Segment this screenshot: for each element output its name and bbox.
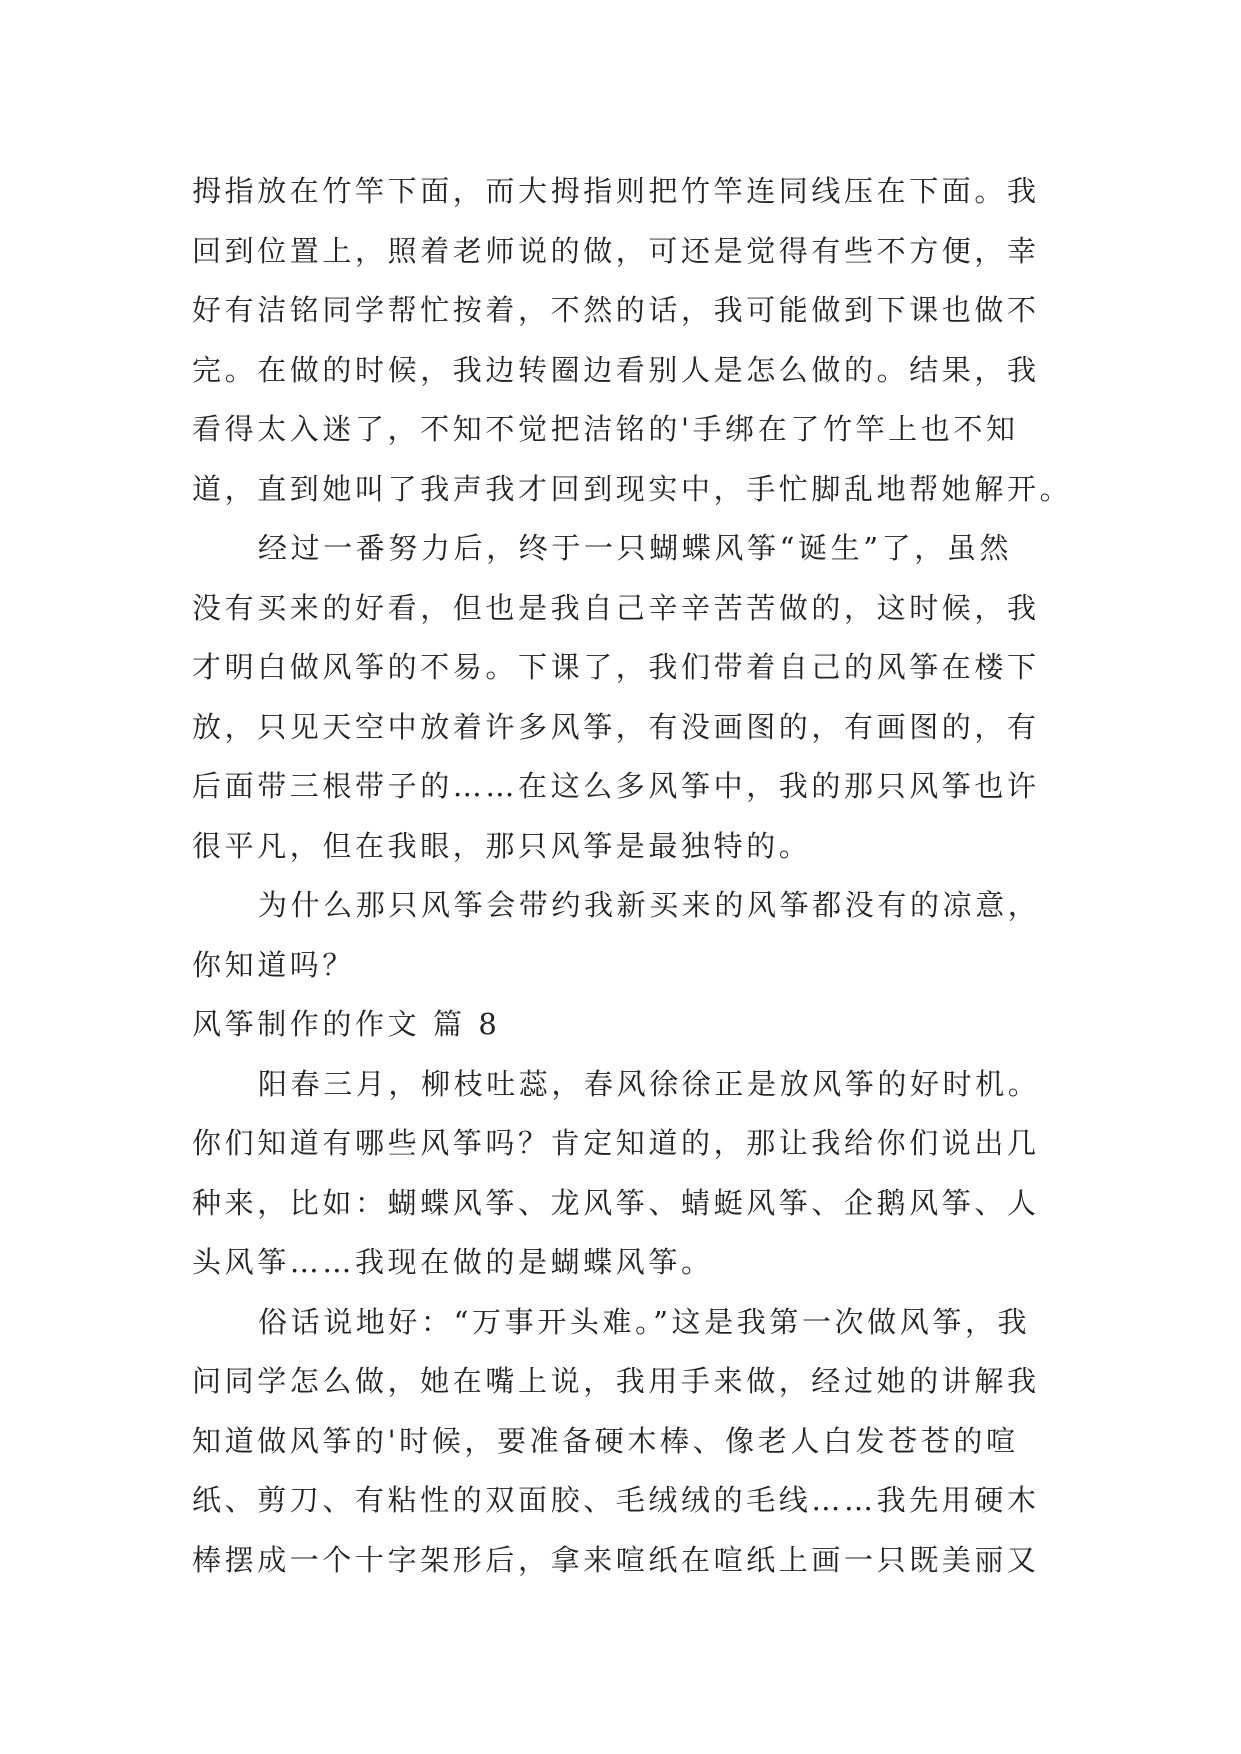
text-line: 知道做风筝的'时候，要准备硬木棒、像老人白发苍苍的喧 (192, 1423, 1019, 1458)
text-line: 很平凡，但在我眼，那只风筝是最独特的。 (192, 828, 812, 863)
text-line: 回到位置上，照着老师说的做，可还是觉得有些不方便，幸 (192, 233, 1040, 268)
paragraph-start-line: 为什么那只风筝会带约我新买来的风筝都没有的凉意， (258, 888, 1041, 922)
text-line: 放，只见天空中放着许多风筝，有没画图的，有画图的，有 (192, 709, 1040, 744)
paragraph-start-line: 经过一番努力后，终于一只蝴蝶风筝“诞生”了，虽然 (258, 531, 1013, 565)
section-heading: 风筝制作的作文 篇 8 (192, 1007, 501, 1041)
text-line: 拇指放在竹竿下面，而大拇指则把竹竿连同线压在下面。我 (192, 174, 1040, 208)
text-line: 完。在做的时候，我边转圈边看别人是怎么做的。结果，我 (192, 352, 1040, 387)
paragraph-start-line: 阳春三月，柳枝吐蕊，春风徐徐正是放风筝的好时机。 (258, 1066, 1041, 1101)
essay-text (192, 162, 1073, 1590)
text-line: 看得太入迷了，不知不觉把洁铭的'手绑在了竹竿上也不知 (192, 412, 1019, 446)
text-line: 没有买来的好看，但也是我自己辛辛苦苦做的，这时候，我 (192, 590, 1040, 625)
paragraph-start-line: 俗话说地好：“万事开头难。”这是我第一次做风筝，我 (258, 1304, 1031, 1339)
text-line: 道，直到她叫了我声我才回到现实中，手忙脚乱地帮她解开。 (192, 471, 1073, 506)
text-line: 你们知道有哪些风筝吗？肯定知道的，那让我给你们说出几 (192, 1126, 1040, 1160)
text-line: 种来，比如：蝴蝶风筝、龙风筝、蜻蜓风筝、企鹅风筝、人 (192, 1185, 1040, 1220)
text-line: 问同学怎么做，她在嘴上说，我用手来做，经过她的讲解我 (192, 1364, 1040, 1398)
text-line: 你知道吗？ (192, 947, 356, 982)
text-line: 后面带三根带子的……在这么多风筝中，我的那只风筝也许 (192, 769, 1040, 803)
text-line: 好有洁铭同学帮忙按着，不然的话，我可能做到下课也做不 (192, 293, 1040, 327)
text-line: 头风筝……我现在做的是蝴蝶风筝。 (192, 1245, 714, 1279)
text-line: 棒摆成一个十字架形后，拿来喧纸在喧纸上画一只既美丽又 (192, 1542, 1040, 1577)
text-line: 才明白做风筝的不易。下课了，我们带着自己的风筝在楼下 (192, 650, 1040, 684)
text-line: 纸、剪刀、有粘性的双面胶、毛绒绒的毛线……我先用硬木 (192, 1483, 1040, 1517)
